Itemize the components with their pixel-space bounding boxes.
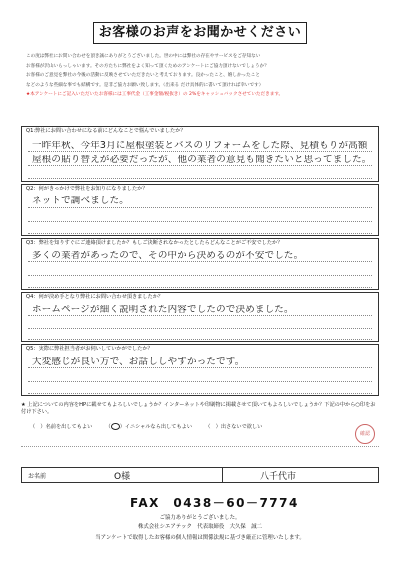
question-q2	[21, 184, 379, 236]
question-q3	[21, 238, 379, 290]
answer-rule	[28, 165, 372, 166]
handwritten-answer: 多くの業者があったので、その中から決めるのが不安でした。	[32, 251, 304, 261]
confirmation-stamp: 確認	[355, 424, 375, 444]
intro-line: などのような些細な事でも結構です。是非ご協力お願い致します。（出来る だけ具体的に書いて頂ければ幸いです）	[26, 82, 264, 88]
divider	[21, 446, 379, 447]
consent-option-name-label: 名前を出してもよい	[45, 424, 93, 430]
intro-text	[26, 52, 378, 100]
answer-rule	[28, 261, 372, 262]
answer-rule	[28, 151, 372, 152]
answer-rule	[28, 207, 372, 208]
question-q4	[21, 292, 379, 342]
name-label: お名前	[28, 473, 47, 480]
answer-rule	[28, 339, 372, 340]
selected-circle-mark	[111, 423, 120, 430]
answer-rule	[28, 221, 372, 222]
answer-rule	[28, 367, 372, 368]
answer-rule	[28, 287, 372, 288]
consent-option-initial[interactable]: （ ）イニシャルなら出してもよい	[105, 424, 193, 430]
customer-info-box	[21, 467, 379, 483]
answer-rule	[28, 381, 372, 382]
box-divider	[222, 468, 223, 482]
answer-rule	[28, 315, 372, 316]
consent-option-name[interactable]: （ ）名前を出してもよい	[30, 424, 93, 430]
footer-thanks: ご協力ありがとうございました。	[159, 515, 241, 521]
question-q5	[21, 344, 379, 396]
question-q1	[21, 126, 379, 182]
handwritten-answer: 屋根の貼り替えが必要だったが、他の業者の意見も聞きたいと思ってました。	[32, 155, 372, 165]
customer-name: O様	[114, 472, 131, 482]
question-label: Q1:弊社にお問い合わせになる前にどんなことで悩んでいましたか？	[26, 128, 186, 134]
consent-option-none[interactable]: （ ）出さないで欲しい	[205, 424, 263, 430]
answer-rule	[28, 275, 372, 276]
cashback-notice: ★本アンケートにご記入いただいたお客様には工事代金（工事金額/税抜き）の 2%をキャッシュバックさせていただきます。	[26, 92, 284, 98]
consent-option-none-label: 出さないで欲しい	[220, 424, 263, 430]
question-label: Q3：弊社を知りすぐにご連絡頂けましたか？もしご決断されなかったとしたらどんなことがご不安でしたか？	[26, 240, 283, 246]
page-title: お客様のお声をお聞かせください	[93, 22, 307, 44]
answer-rule	[28, 178, 372, 179]
handwritten-answer: ネットで調べました。	[32, 196, 130, 206]
fax-number: FAX 0438－60－7774	[130, 496, 299, 510]
question-label: Q2：何がきっかけで弊社をお知りになりましたか？	[26, 186, 148, 192]
intro-line: お客様が沢山いらっしゃいます。その方たちに弊社をよく知って頂くためのアンケートにご協力頂けないでしょうか？	[26, 63, 269, 69]
intro-line: お客様のご意見を弊社の今後の活動に反映させていただきたいと考えております。良かったこと、嬉しかったこと	[26, 73, 260, 79]
handwritten-answer: ホームページが細く説明された内容でしたので決めました。	[32, 305, 294, 315]
consent-option-initial-label: イニシャルなら出してもよい	[124, 424, 193, 430]
footer-privacy: 当アンケートで取得したお客様の個人情報は関係法規に基づき厳正に管理いたします。	[95, 535, 305, 541]
question-label: Q4：何が決め手となり弊社にお問い合わせ頂きましたか？	[26, 294, 164, 300]
question-label: Q5：実際に弊社担当者がお伺いしていかがでしたか？	[26, 346, 153, 352]
consent-options	[30, 423, 360, 431]
intro-line: この度は弊社にお問い合わせを頂き誠にありがとうございました。世の中には弊社の存在やサービスをご存知ない	[26, 54, 261, 59]
consent-question: ★ 上記についての内容をHPに載せてもよろしいでしょうか？インターネットや印刷物に掲載させて頂いてもよろしいでしょうか？下記の中から○印をお付け下さい。	[21, 402, 376, 415]
answer-rule	[28, 393, 372, 394]
answer-rule	[28, 328, 372, 329]
handwritten-answer: 一昨年秋、今年3月に屋根塗装とバスのリフォームをした際、見積もりが高額	[32, 141, 368, 151]
footer-company: 株式会社シエアテック 代表取締役 大久保 誠二	[138, 524, 262, 530]
handwritten-answer: 大変感じが良い方で、お話ししやすかったです。	[32, 357, 245, 367]
customer-city: 八千代市	[260, 472, 297, 482]
answer-rule	[28, 233, 372, 234]
